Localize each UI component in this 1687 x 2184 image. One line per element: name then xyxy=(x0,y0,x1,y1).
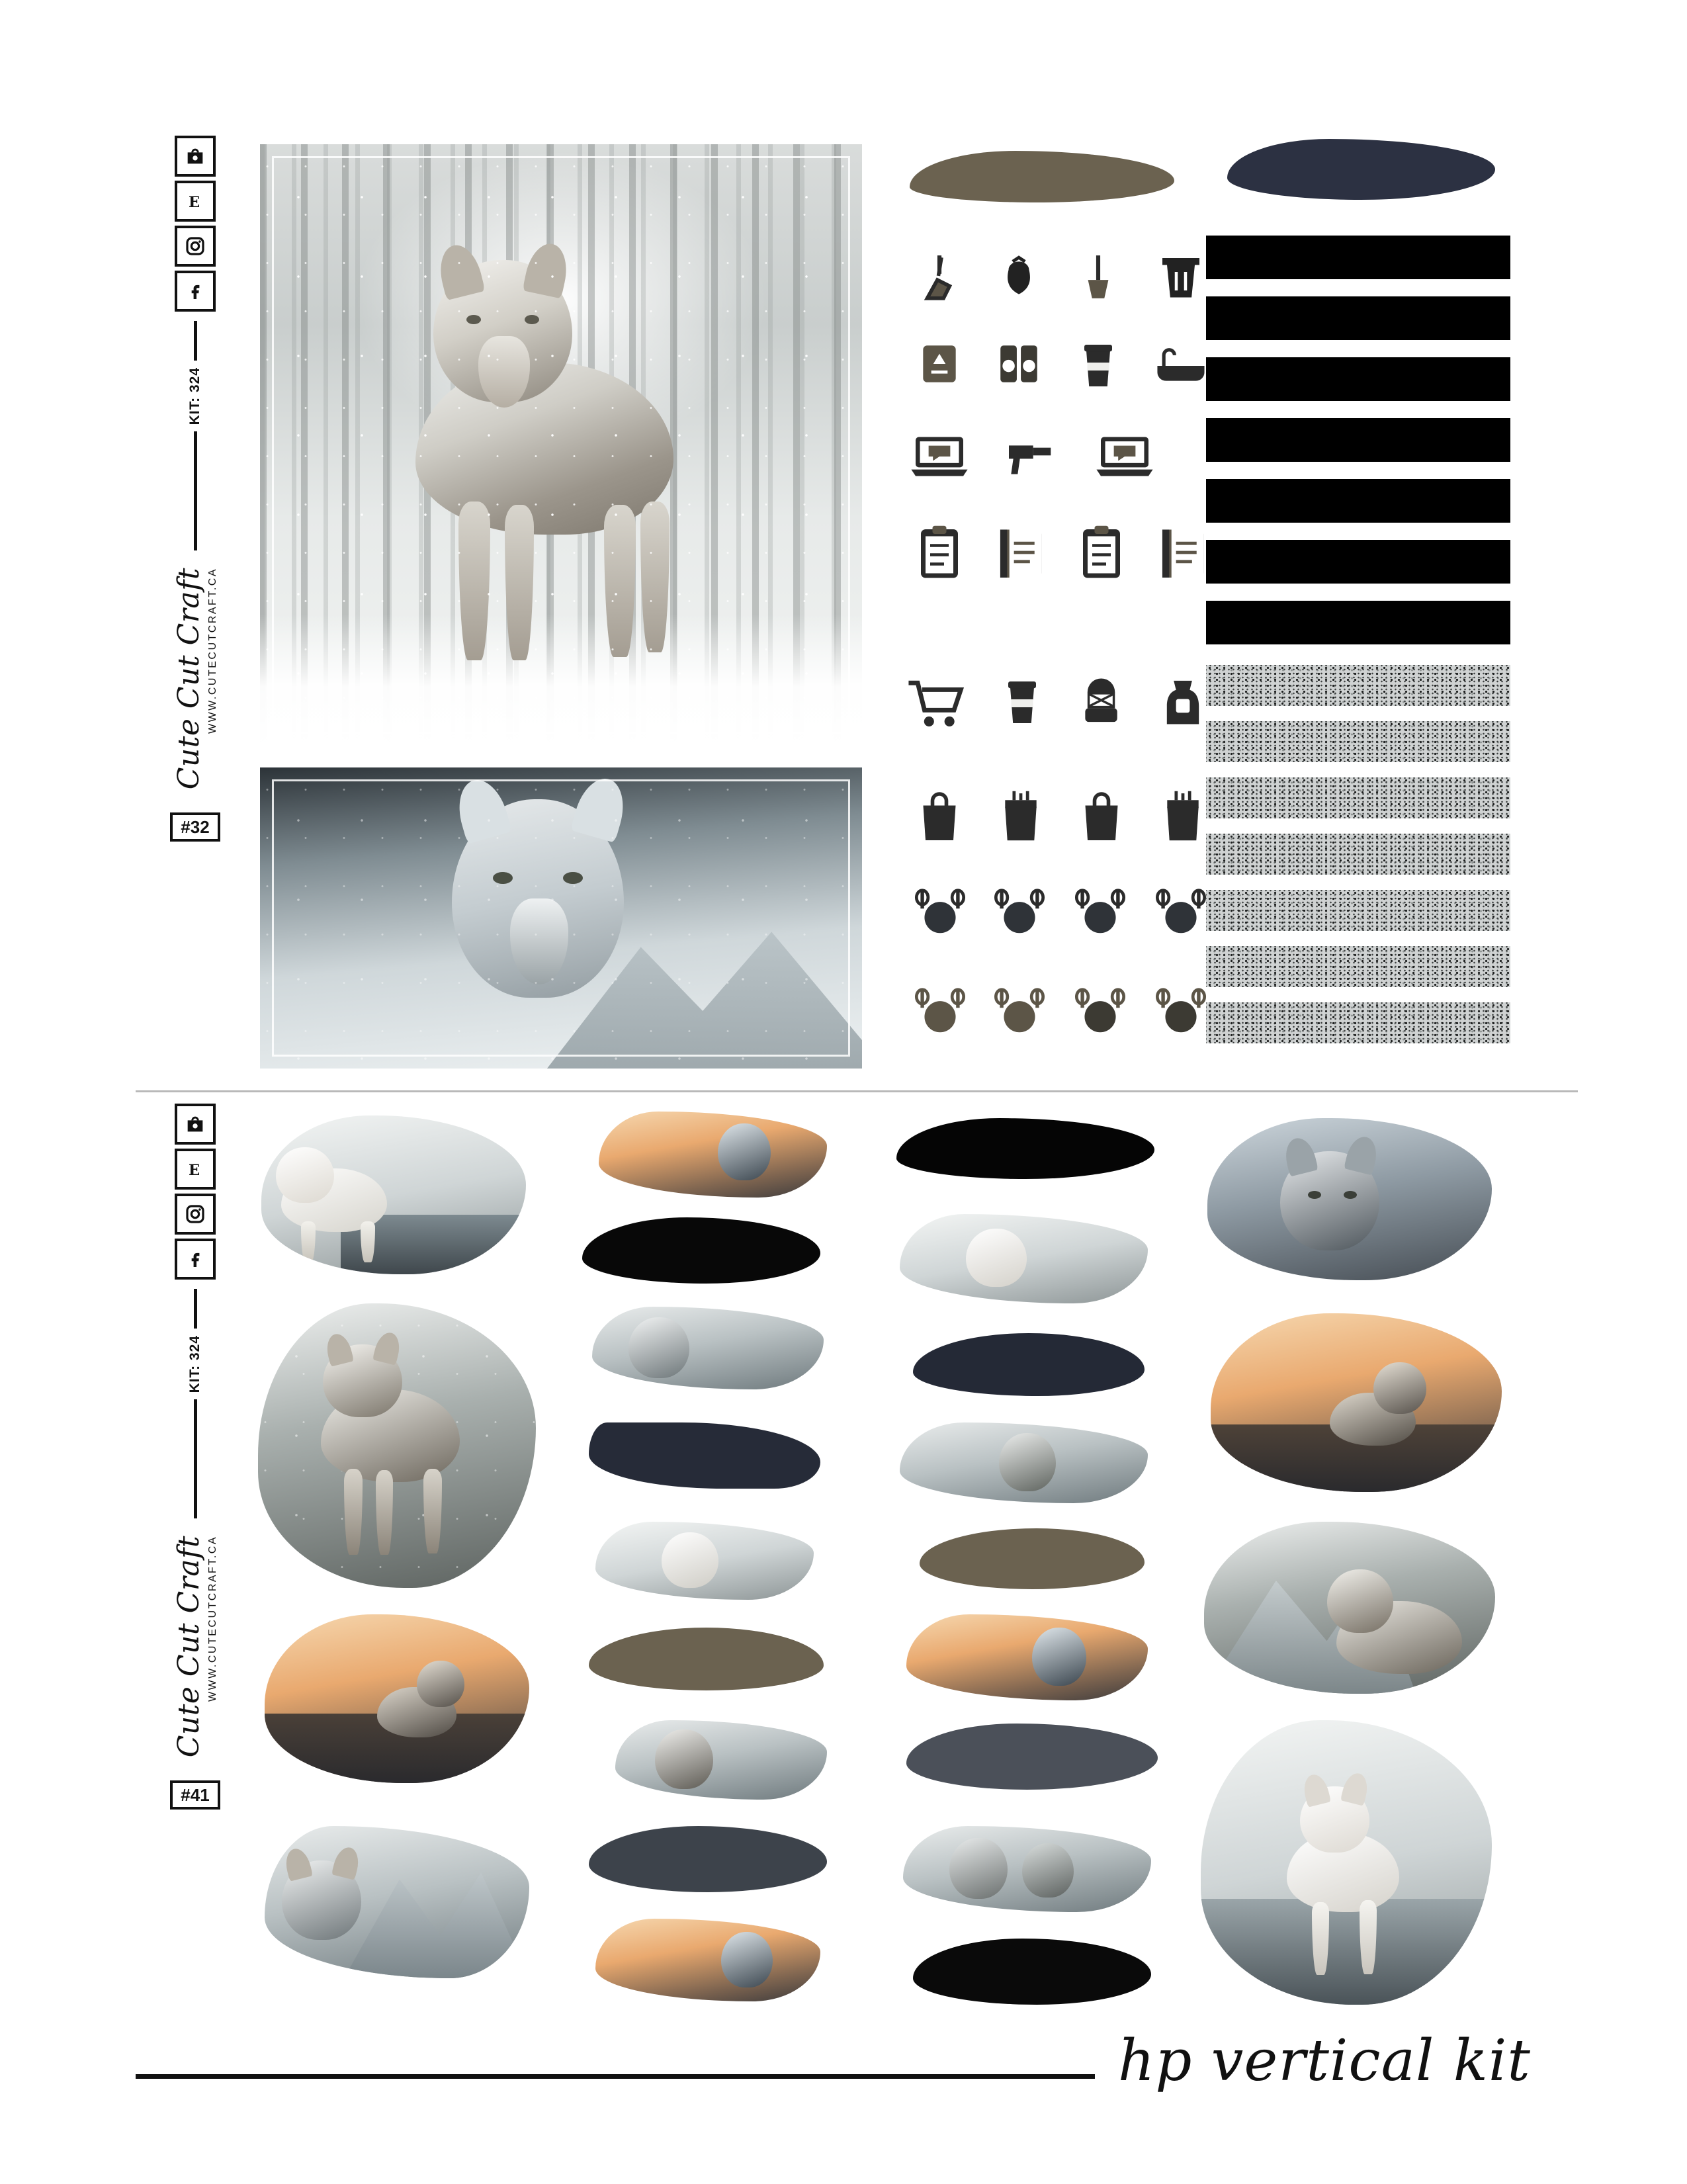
wolf-banner-photo xyxy=(260,767,862,1069)
brand-name: Cute Cut Craft xyxy=(171,1536,206,1758)
rail-divider-bottom xyxy=(194,1399,197,1518)
kit-number-label: KIT: 324 xyxy=(187,367,202,425)
brush-olive-1 xyxy=(920,1528,1145,1589)
sticker-white-wolf-small xyxy=(595,1522,814,1600)
cutlery-plate-icon[interactable] xyxy=(905,979,974,1045)
wolf-leg xyxy=(423,1469,442,1553)
shopping-bag-icon[interactable] xyxy=(1068,781,1135,853)
washi-solid-black xyxy=(1206,540,1510,584)
shop-icon[interactable] xyxy=(175,136,216,177)
wolf-head xyxy=(1032,1628,1086,1686)
brand-name: Cute Cut Craft xyxy=(171,568,206,790)
wolf-head xyxy=(718,1123,771,1180)
etsy-icon[interactable] xyxy=(175,181,216,222)
brush-navy-2 xyxy=(913,1333,1145,1396)
notebook-icon[interactable] xyxy=(986,516,1055,589)
rail-divider-top xyxy=(194,1289,197,1329)
washi-speckle-grey xyxy=(1206,777,1510,818)
wolf-head xyxy=(949,1838,1008,1899)
laptop-chat-icon[interactable] xyxy=(900,423,979,490)
sticker-wolf-mountain-blob xyxy=(1204,1522,1495,1694)
facebook-icon[interactable] xyxy=(175,1239,216,1280)
brand-rail-panel-32 xyxy=(159,136,232,1082)
sticker-wolf-sunset-strip-2 xyxy=(595,1919,820,2001)
social-links[interactable] xyxy=(175,136,216,312)
wolf-head xyxy=(1373,1362,1426,1414)
brush-black-2 xyxy=(582,1217,820,1284)
brand-url: WWW.CUTECUTCRAFT.CA xyxy=(206,568,218,734)
sticker-wolf-forest-large xyxy=(258,1303,536,1588)
wolf-eye xyxy=(1308,1191,1321,1199)
cutlery-plate-icon[interactable] xyxy=(905,880,974,946)
brand-rail-panel-41 xyxy=(159,1104,232,2043)
wolf-leg xyxy=(361,1221,375,1262)
mountain-shape xyxy=(344,1866,529,1978)
washi-solid-black xyxy=(1206,236,1510,279)
wolf-leg xyxy=(376,1470,393,1555)
brush-black-3 xyxy=(913,1939,1151,2005)
social-links[interactable] xyxy=(175,1104,216,1280)
wolf-head xyxy=(276,1147,334,1203)
rail-divider-bottom xyxy=(194,431,197,550)
wolf-head xyxy=(1022,1843,1074,1898)
coffee-cup-icon[interactable] xyxy=(989,665,1055,738)
svg-text:E: E xyxy=(189,1161,200,1179)
cutlery-plate-icon[interactable] xyxy=(1146,880,1215,946)
brush-slate-1 xyxy=(906,1724,1158,1790)
washer-dryer-icon[interactable] xyxy=(986,331,1052,397)
washi-solid-black xyxy=(1206,601,1510,644)
takeout-bag-icon[interactable] xyxy=(986,777,1055,853)
facebook-icon[interactable] xyxy=(175,271,216,312)
wolf-head xyxy=(999,1433,1056,1491)
sticker-white-wolf-lake xyxy=(261,1115,526,1274)
sticker-wolf-sunset-blob xyxy=(906,1614,1148,1700)
footer-script-text: hp vertical kit xyxy=(1118,2028,1531,2094)
sticker-wolf-face-strip xyxy=(900,1422,1148,1503)
wolf-head xyxy=(1327,1569,1393,1633)
wolf-leg xyxy=(1312,1902,1329,1975)
trash-bag-icon[interactable] xyxy=(986,245,1052,311)
clipboard-icon[interactable] xyxy=(1068,516,1135,589)
shopping-bag-icon[interactable] xyxy=(906,781,973,853)
shop-icon[interactable] xyxy=(175,1104,216,1145)
mop-icon[interactable] xyxy=(1065,245,1131,311)
snowfall-overlay xyxy=(260,144,862,746)
sticker-wolf-sunset-strip xyxy=(599,1112,827,1198)
wolf-ear xyxy=(282,1846,313,1881)
washi-speckle-grey xyxy=(1206,890,1510,931)
sticker-wolf-winter-blob xyxy=(1207,1118,1492,1280)
brush-slate-2 xyxy=(589,1826,827,1892)
wolf-head xyxy=(966,1229,1027,1287)
washi-speckle-grey xyxy=(1206,946,1510,987)
sticker-wolf-snow-strip xyxy=(592,1307,824,1389)
wolf-ear xyxy=(1344,1133,1381,1175)
sticker-white-wolf-strip xyxy=(900,1214,1148,1303)
broom-icon[interactable] xyxy=(906,245,973,311)
brush-black-1 xyxy=(896,1118,1154,1179)
snowfall-overlay xyxy=(260,767,862,1069)
svg-text:E: E xyxy=(189,193,200,211)
wolf-leg xyxy=(344,1469,363,1555)
rail-divider-top xyxy=(194,321,197,361)
brush-navy-top xyxy=(1227,139,1495,200)
sticker-wolf-pair-strip xyxy=(903,1826,1151,1912)
wolf-head xyxy=(662,1532,718,1588)
washi-speckle-grey xyxy=(1206,721,1510,762)
cutlery-plate-icon[interactable] xyxy=(984,979,1054,1045)
wolf-ear xyxy=(1340,1770,1371,1806)
wolf-eye xyxy=(1344,1191,1357,1199)
sticker-wolf-sunset-large xyxy=(265,1614,529,1783)
wolf-leg xyxy=(301,1221,316,1262)
wolf-ear xyxy=(1281,1135,1319,1176)
laptop-chat-icon[interactable] xyxy=(1085,423,1164,490)
sticker-white-wolf-lake-tall xyxy=(1201,1720,1492,2005)
footer-rule xyxy=(136,2074,1095,2079)
page-badge-41: #41 xyxy=(170,1780,220,1810)
washi-solid-black xyxy=(1206,418,1510,462)
brush-olive-2 xyxy=(589,1628,824,1690)
sticker-wolf-mountain-wide xyxy=(265,1826,529,1978)
drill-icon[interactable] xyxy=(992,423,1065,490)
panel-divider xyxy=(136,1090,1578,1092)
cutlery-plate-icon[interactable] xyxy=(1065,880,1135,946)
sticker-wolf-sunset-large-2 xyxy=(1211,1313,1502,1492)
lake-band xyxy=(1201,1899,1492,2005)
cutlery-plate-icon[interactable] xyxy=(1146,979,1215,1045)
wolf-head xyxy=(628,1317,689,1378)
wolf-head xyxy=(417,1661,464,1707)
wolf-square-photo xyxy=(260,144,862,746)
coffee-cup-icon[interactable] xyxy=(1065,329,1131,399)
washi-solid-black xyxy=(1206,357,1510,401)
oven-mitt-icon[interactable] xyxy=(1068,665,1138,738)
instagram-icon[interactable] xyxy=(175,226,216,267)
clipboard-icon[interactable] xyxy=(906,516,973,589)
cutlery-plate-icon[interactable] xyxy=(984,880,1054,946)
washi-solid-black xyxy=(1206,479,1510,523)
sticker-wolf-portrait-strip xyxy=(615,1720,827,1800)
brush-olive-top xyxy=(910,151,1174,202)
wolf-head xyxy=(655,1729,713,1789)
wolf-leg xyxy=(1360,1900,1377,1974)
washi-speckle-grey xyxy=(1206,834,1510,875)
cutlery-plate-icon[interactable] xyxy=(1065,979,1135,1045)
wolf-head xyxy=(721,1932,773,1987)
washi-speckle-grey xyxy=(1206,665,1510,706)
washi-speckle-grey xyxy=(1206,1002,1510,1043)
wolf-ear xyxy=(331,1845,362,1880)
shopping-cart-icon[interactable] xyxy=(896,668,979,738)
brush-navy-1 xyxy=(589,1422,820,1489)
instagram-icon[interactable] xyxy=(175,1194,216,1235)
etsy-icon[interactable] xyxy=(175,1149,216,1190)
brand-url: WWW.CUTECUTCRAFT.CA xyxy=(206,1536,218,1702)
page-badge-32: #32 xyxy=(170,812,220,842)
recycle-bin-icon[interactable] xyxy=(906,331,973,397)
kit-number-label: KIT: 324 xyxy=(187,1335,202,1393)
washi-solid-black xyxy=(1206,296,1510,340)
